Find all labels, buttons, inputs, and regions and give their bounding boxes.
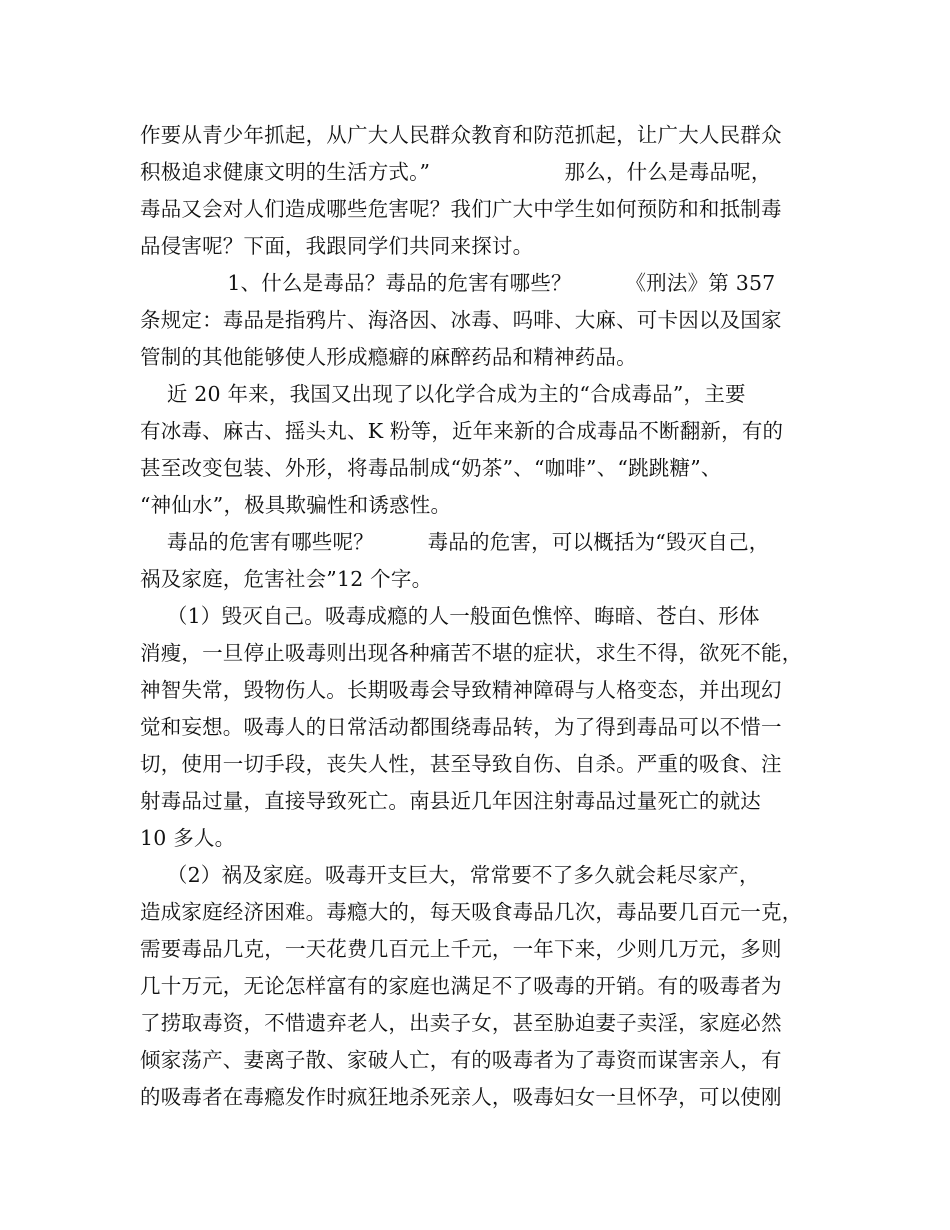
- text-line: 几十万元，无论怎样富有的家庭也满足不了吸毒的开销。有的吸毒者为: [140, 974, 782, 998]
- text-line: 神智失常，毁物伤人。长期吸毒会导致精神障碍与人格变态，并出现幻: [140, 678, 782, 702]
- text-line: （2）祸及家庭。吸毒开支巨大，常常要不了多久就会耗尽家产，: [140, 863, 760, 887]
- text-line: 甚至改变包装、外形，将毒品制成“奶茶”、“咖啡”、“跳跳糖”、: [140, 456, 722, 480]
- text-line: 近 20 年来，我国又出现了以化学合成为主的“合成毒品”，主要: [140, 382, 746, 406]
- text-line: 祸及家庭，危害社会”12 个字。: [140, 567, 433, 591]
- text-line: 消瘦，一旦停止吸毒则出现各种痛苦不堪的症状，求生不得，欲死不能，: [140, 641, 803, 665]
- text-line: “神仙水”，极具欺骗性和诱惑性。: [140, 493, 452, 517]
- text-line: 毒品的危害有哪些呢？ 毒品的危害，可以概括为“毁灭自己，: [140, 530, 770, 554]
- text-line: 射毒品过量，直接导致死亡。南县近几年因注射毒品过量死亡的就达: [140, 789, 761, 813]
- text-line: 切，使用一切手段，丧失人性，甚至导致自伤、自杀。严重的吸食、注: [140, 752, 782, 776]
- text-line: 觉和妄想。吸毒人的日常活动都围绕毒品转，为了得到毒品可以不惜一: [140, 715, 782, 739]
- text-line: 毒品又会对人们造成哪些危害呢？我们广大中学生如何预防和和抵制毒: [140, 197, 782, 221]
- text-line: 倾家荡产、妻离子散、家破人亡，有的吸毒者为了毒资而谋害亲人，有: [140, 1048, 782, 1072]
- text-line: （1）毁灭自己。吸毒成瘾的人一般面色憔悴、晦暗、苍白、形体: [140, 604, 760, 628]
- section-heading-line: 1、什么是毒品？毒品的危害有哪些？ 《刑法》第 357: [140, 271, 776, 295]
- text-line: 造成家庭经济困难。毒瘾大的，每天吸食毒品几次，毒品要几百元一克，: [140, 900, 803, 924]
- text-line: 品侵害呢？下面，我跟同学们共同来探讨。: [140, 234, 534, 258]
- text-line: 有冰毒、麻古、摇头丸、K 粉等，近年来新的合成毒品不断翻新，有的: [140, 419, 784, 443]
- text-line: 的吸毒者在毒瘾发作时疯狂地杀死亲人，吸毒妇女一旦怀孕，可以使刚: [140, 1085, 782, 1109]
- text-line: 管制的其他能够使人形成瘾癖的麻醉药品和精神药品。: [140, 345, 637, 369]
- text-line: 需要毒品几克，一天花费几百元上千元，一年下来，少则几万元，多则: [140, 937, 782, 961]
- text-line: 条规定：毒品是指鸦片、海洛因、冰毒、吗啡、大麻、可卡因以及国家: [140, 308, 782, 332]
- text-line: 了捞取毒资，不惜遗弃老人，出卖子女，甚至胁迫妻子卖淫，家庭必然: [140, 1011, 782, 1035]
- text-line: 积极追求健康文明的生活方式。” 那么，什么是毒品呢，: [140, 160, 772, 184]
- text-line: 作要从青少年抓起，从广大人民群众教育和防范抓起，让广大人民群众: [140, 123, 782, 147]
- text-line: 10 多人。: [140, 826, 236, 850]
